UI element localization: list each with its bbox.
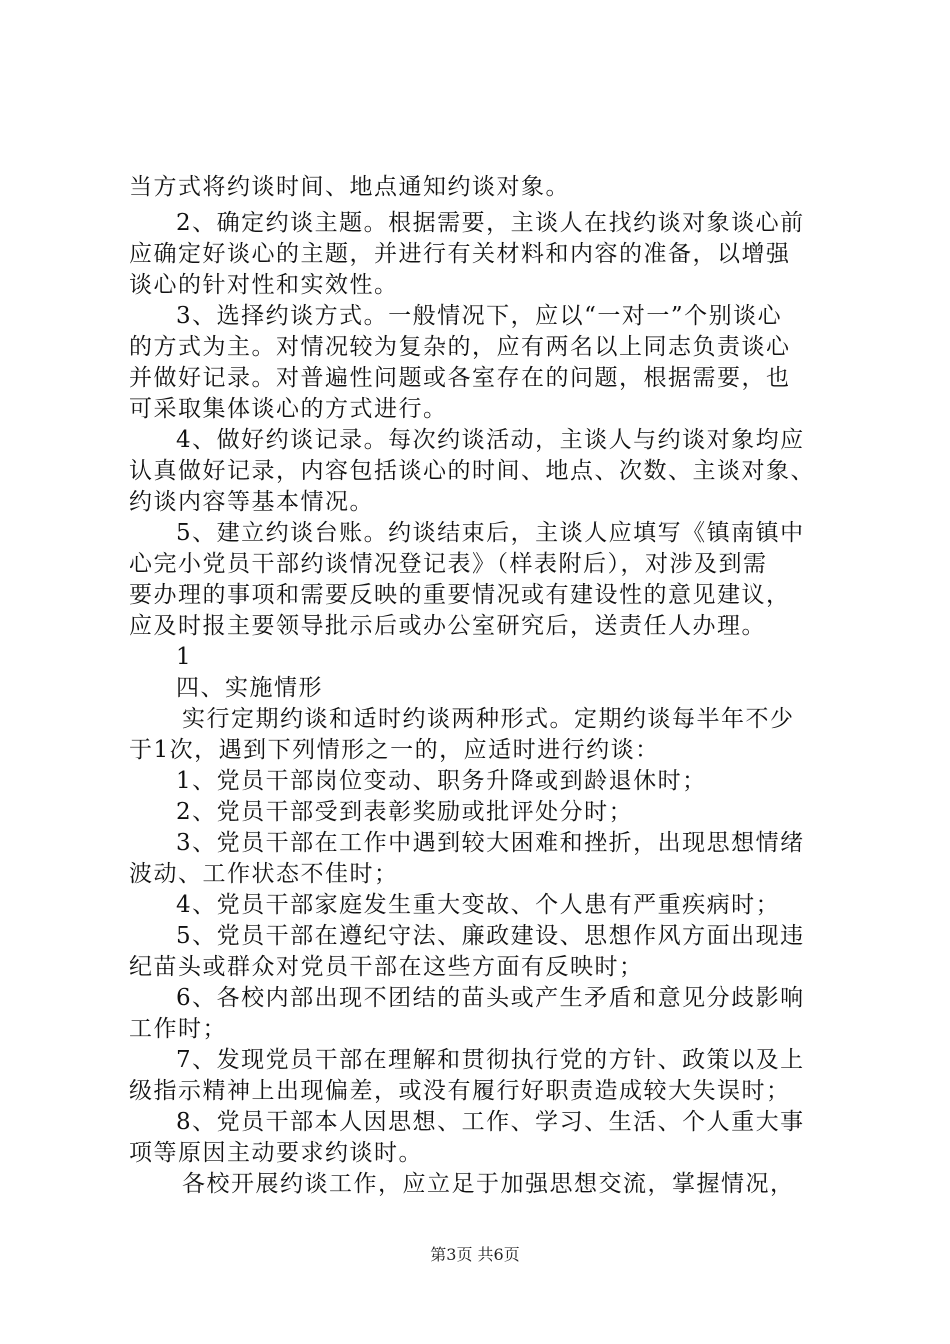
text-line: 可采取集体谈心的方式进行。 [129, 396, 448, 422]
list-item: 6、各校内部出现不团结的苗头或产生矛盾和意见分歧影响 [176, 985, 805, 1011]
text-line: 3、选择约谈方式。一般情况下，应以“一对一”个别谈心 [176, 303, 783, 329]
text-line: 实行定期约谈和适时约谈两种形式。定期约谈每半年不少 [182, 706, 795, 732]
text-line: 4、做好约谈记录。每次约谈活动，主谈人与约谈对象均应 [176, 427, 805, 453]
list-item: 7、发现党员干部在理解和贯彻执行党的方针、政策以及上 [176, 1047, 805, 1073]
text-line: 5、建立约谈台账。约谈结束后，主谈人应填写《镇南镇中 [176, 520, 805, 546]
list-item: 5、党员干部在遵纪守法、廉政建设、思想作风方面出现违 [176, 923, 805, 949]
text-line: 约谈内容等基本情况。 [129, 489, 374, 515]
text-line: 2、确定约谈主题。根据需要，主谈人在找约谈对象谈心前 [176, 210, 805, 236]
list-item: 1、党员干部岗位变动、职务升降或到龄退休时； [176, 768, 707, 794]
text-line: 应确定好谈心的主题，并进行有关材料和内容的准备，以增强 [129, 241, 791, 267]
text-line: 谈心的针对性和实效性。 [129, 272, 399, 298]
list-item-continuation: 工作时； [129, 1016, 227, 1042]
text-line: 要办理的事项和需要反映的重要情况或有建设性的意见建议， [129, 582, 791, 608]
list-item-continuation: 波动、工作状态不佳时； [129, 861, 399, 887]
text-line: 当方式将约谈时间、地点通知约谈对象。 [129, 174, 570, 200]
page-footer: 第3页 共6页 [430, 1245, 520, 1264]
text-line: 各校开展约谈工作，应立足于加强思想交流，掌握情况， [182, 1171, 795, 1197]
list-item-continuation: 纪苗头或群众对党员干部在这些方面有反映时； [129, 954, 644, 980]
section-heading: 四、实施情形 [176, 675, 323, 701]
list-item-continuation: 项等原因主动要求约谈时。 [129, 1140, 423, 1166]
list-item: 3、党员干部在工作中遇到较大困难和挫折，出现思想情绪 [176, 830, 805, 856]
text-line: 于1次，遇到下列情形之一的，应适时进行约谈： [129, 737, 660, 763]
list-item-continuation: 级指示精神上出现偏差，或没有履行好职责造成较大失误时； [129, 1078, 791, 1104]
text-line: 并做好记录。对普遍性问题或各室存在的问题，根据需要，也 [129, 365, 791, 391]
list-item: 8、党员干部本人因思想、工作、学习、生活、个人重大事 [176, 1109, 805, 1135]
page-number-in-text: 1 [176, 644, 193, 670]
text-line: 应及时报主要领导批示后或办公室研究后，送责任人办理。 [129, 613, 766, 639]
list-item: 2、党员干部受到表彰奖励或批评处分时； [176, 799, 634, 825]
text-line: 的方式为主。对情况较为复杂的，应有两名以上同志负责谈心 [129, 334, 791, 360]
list-item: 4、党员干部家庭发生重大变故、个人患有严重疾病时； [176, 892, 781, 918]
text-line: 认真做好记录，内容包括谈心的时间、地点、次数、主谈对象、 [129, 458, 815, 484]
text-line: 心完小党员干部约谈情况登记表》（样表附后），对涉及到需 [129, 551, 768, 577]
